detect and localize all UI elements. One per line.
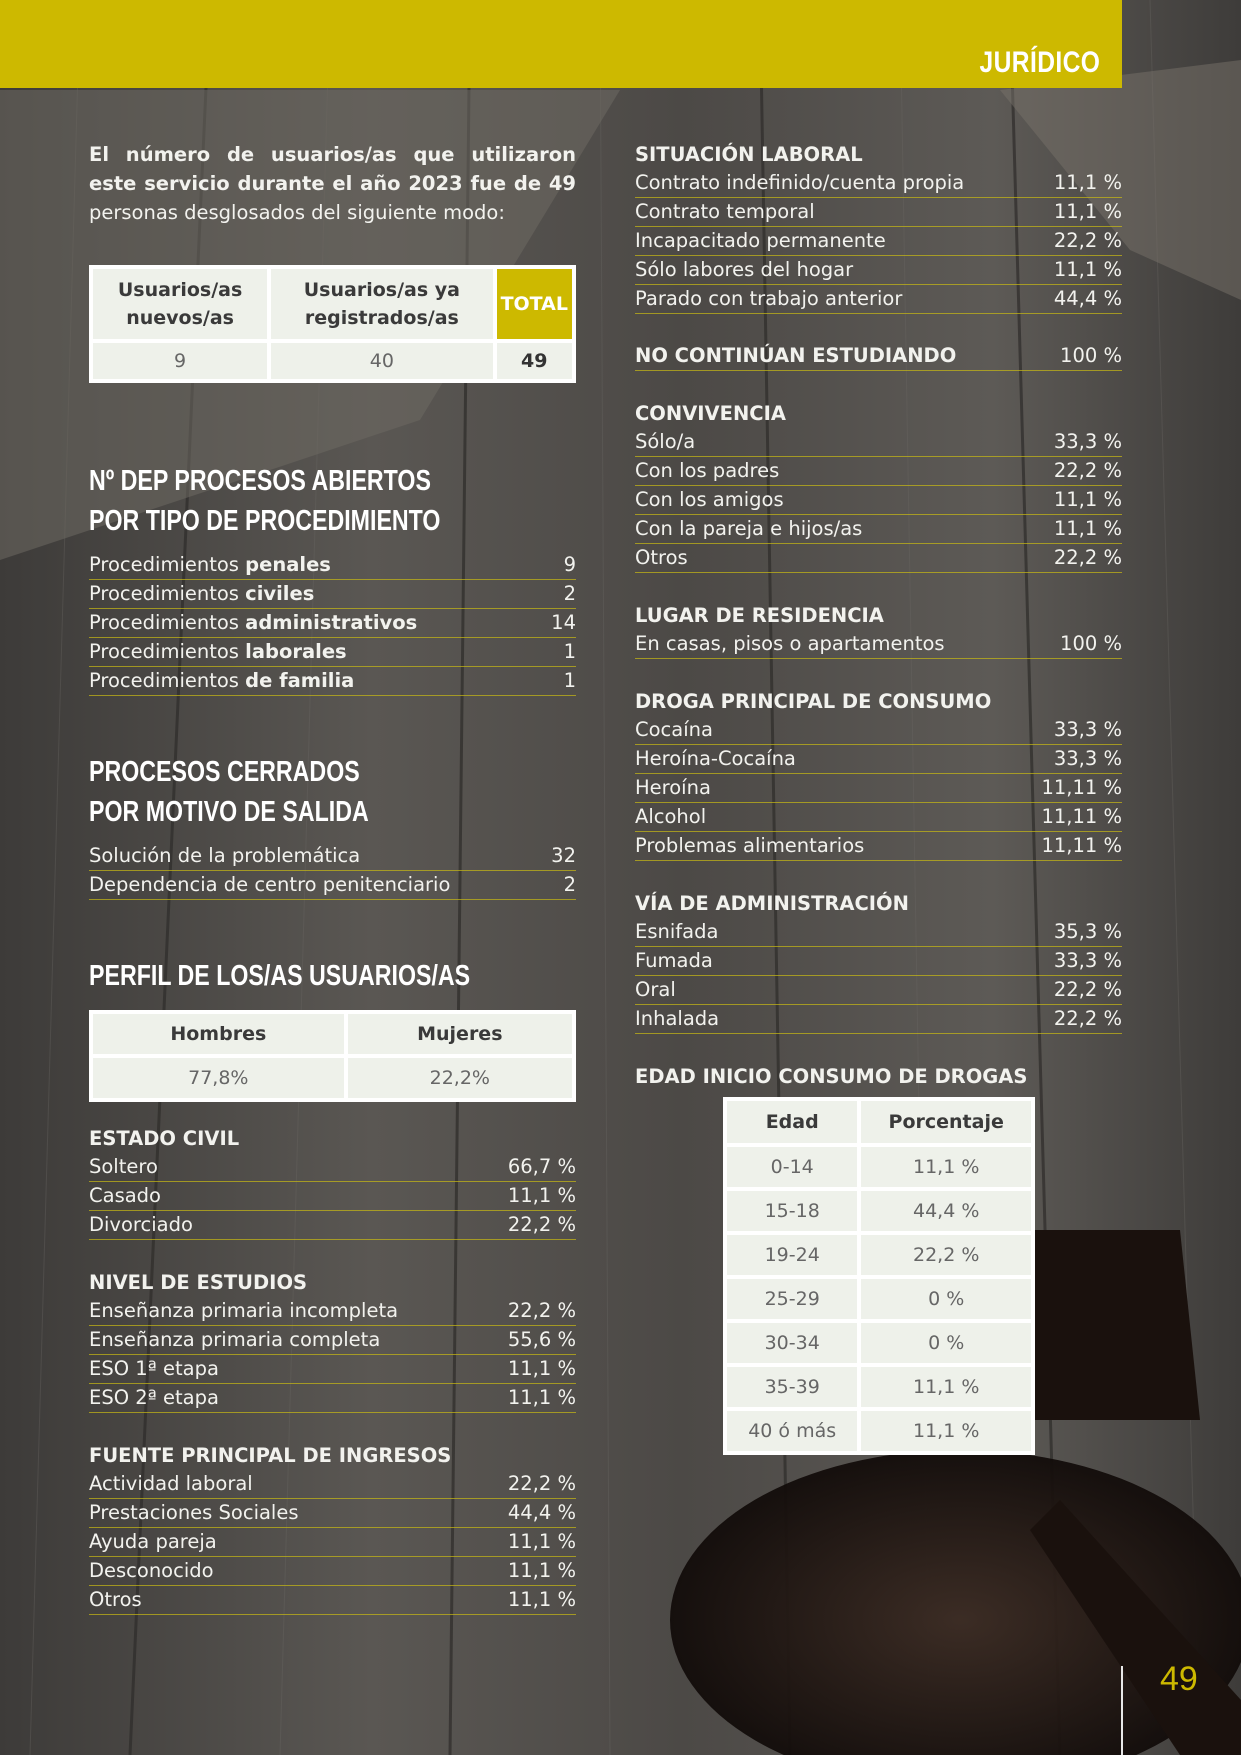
list-item: Procedimientos laborales 1 bbox=[89, 638, 576, 667]
table-row: 0-14 11,1 % bbox=[725, 1145, 1033, 1189]
users-table bbox=[89, 265, 576, 383]
perfil-table bbox=[89, 1010, 576, 1102]
users-value-registered: 40 bbox=[269, 341, 494, 381]
list-item: Sólo/a 33,3 % bbox=[635, 428, 1122, 457]
estado-civil-title: ESTADO CIVIL bbox=[89, 1127, 240, 1150]
header-title: JURÍDICO bbox=[979, 46, 1100, 79]
list-item: Otros 22,2 % bbox=[635, 544, 1122, 573]
list-item: Actividad laboral 22,2 % bbox=[89, 1470, 576, 1499]
procesos-cerrados-title-1: PROCESOS CERRADOS bbox=[89, 756, 360, 788]
list-item: Enseñanza primaria completa 55,6 % bbox=[89, 1326, 576, 1355]
list-item: Con los padres 22,2 % bbox=[635, 457, 1122, 486]
procesos-abiertos-title-2: POR TIPO DE PROCEDIMIENTO bbox=[89, 505, 441, 537]
procesos-abiertos-title-1: Nº DEP PROCESOS ABIERTOS bbox=[89, 465, 431, 497]
intro-rest: personas desglosados del siguiente modo: bbox=[89, 201, 505, 224]
list-item: Incapacitado permanente 22,2 % bbox=[635, 227, 1122, 256]
droga-principal-section bbox=[635, 687, 1122, 861]
table-row: 25-29 0 % bbox=[725, 1277, 1033, 1321]
list-item: Ayuda pareja 11,1 % bbox=[89, 1528, 576, 1557]
list-item: Solución de la problemática 32 bbox=[89, 842, 576, 871]
procesos-cerrados-section bbox=[89, 752, 576, 900]
list-item: Contrato indefinido/cuenta propia 11,1 % bbox=[635, 169, 1122, 198]
right-column bbox=[635, 140, 1122, 1455]
edad-inicio-section bbox=[635, 1062, 1122, 1455]
list-item: Esnifada 35,3 % bbox=[635, 918, 1122, 947]
porcentaje-header: Porcentaje bbox=[859, 1099, 1033, 1145]
table-row: 40 ó más 11,1 % bbox=[725, 1409, 1033, 1453]
estado-civil-section bbox=[89, 1124, 576, 1240]
list-item: Enseñanza primaria incompleta 22,2 % bbox=[89, 1297, 576, 1326]
list-item: Prestaciones Sociales 44,4 % bbox=[89, 1499, 576, 1528]
list-item: Fumada 33,3 % bbox=[635, 947, 1122, 976]
table-row: 15-18 44,4 % bbox=[725, 1189, 1033, 1233]
list-item: Parado con trabajo anterior 44,4 % bbox=[635, 285, 1122, 314]
table-row: 35-39 11,1 % bbox=[725, 1365, 1033, 1409]
situacion-laboral-title: SITUACIÓN LABORAL bbox=[635, 143, 863, 166]
convivencia-section bbox=[635, 399, 1122, 573]
list-item: Procedimientos de familia 1 bbox=[89, 667, 576, 696]
list-item: Desconocido 11,1 % bbox=[89, 1557, 576, 1586]
procesos-abiertos-section bbox=[89, 461, 576, 696]
via-administracion-section bbox=[635, 889, 1122, 1034]
perfil-value-mujeres: 22,2% bbox=[346, 1056, 574, 1100]
left-column bbox=[89, 140, 576, 1615]
users-header-registered: Usuarios/as ya registrados/as bbox=[269, 267, 494, 341]
perfil-title: PERFIL DE LOS/AS USUARIOS/AS bbox=[89, 960, 471, 992]
list-item: Contrato temporal 11,1 % bbox=[635, 198, 1122, 227]
perfil-section bbox=[89, 956, 576, 1102]
list-item: Heroína 11,11 % bbox=[635, 774, 1122, 803]
edad-header: Edad bbox=[725, 1099, 859, 1145]
lugar-residencia-title: LUGAR DE RESIDENCIA bbox=[635, 604, 884, 627]
list-item: Heroína-Cocaína 33,3 % bbox=[635, 745, 1122, 774]
list-item: En casas, pisos o apartamentos 100 % bbox=[635, 630, 1122, 659]
list-item: Procedimientos administrativos 14 bbox=[89, 609, 576, 638]
fuente-ingresos-title: FUENTE PRINCIPAL DE INGRESOS bbox=[89, 1444, 452, 1467]
list-item: Alcohol 11,11 % bbox=[635, 803, 1122, 832]
list-item: Dependencia de centro penitenciario 2 bbox=[89, 871, 576, 900]
footer-divider bbox=[1121, 1666, 1123, 1755]
fuente-ingresos-section bbox=[89, 1441, 576, 1615]
nivel-estudios-title: NIVEL DE ESTUDIOS bbox=[89, 1271, 308, 1294]
users-value-new: 9 bbox=[91, 341, 269, 381]
users-header-new: Usuarios/as nuevos/as bbox=[91, 267, 269, 341]
via-administracion-title: VÍA DE ADMINISTRACIÓN bbox=[635, 892, 909, 915]
perfil-value-hombres: 77,8% bbox=[91, 1056, 346, 1100]
list-item: Casado 11,1 % bbox=[89, 1182, 576, 1211]
list-item: Procedimientos civiles 2 bbox=[89, 580, 576, 609]
table-row: 30-34 0 % bbox=[725, 1321, 1033, 1365]
situacion-laboral-section bbox=[635, 140, 1122, 314]
list-item: Procedimientos penales 9 bbox=[89, 551, 576, 580]
page-number: 49 bbox=[1160, 1660, 1198, 1698]
table-row: 19-24 22,2 % bbox=[725, 1233, 1033, 1277]
droga-principal-title: DROGA PRINCIPAL DE CONSUMO bbox=[635, 690, 992, 713]
intro-paragraph bbox=[89, 140, 576, 227]
nivel-estudios-section bbox=[89, 1268, 576, 1413]
perfil-header-mujeres: Mujeres bbox=[346, 1012, 574, 1056]
list-item: Divorciado 22,2 % bbox=[89, 1211, 576, 1240]
list-item: Inhalada 22,2 % bbox=[635, 1005, 1122, 1034]
list-item: Sólo labores del hogar 11,1 % bbox=[635, 256, 1122, 285]
users-value-total: 49 bbox=[495, 341, 574, 381]
no-continuan-section bbox=[635, 342, 1122, 371]
edad-inicio-title: EDAD INICIO CONSUMO DE DROGAS bbox=[635, 1065, 1028, 1088]
intro-bold: El número de usuarios/as que utilizaron este servicio durante el año 2023 fue de 49 bbox=[89, 143, 576, 195]
list-item: Oral 22,2 % bbox=[635, 976, 1122, 1005]
header-bar bbox=[0, 0, 1122, 88]
convivencia-title: CONVIVENCIA bbox=[635, 402, 786, 425]
edad-inicio-table bbox=[723, 1097, 1035, 1455]
list-item: ESO 1ª etapa 11,1 % bbox=[89, 1355, 576, 1384]
users-header-total: TOTAL bbox=[495, 267, 574, 341]
perfil-header-hombres: Hombres bbox=[91, 1012, 346, 1056]
list-item: Cocaína 33,3 % bbox=[635, 716, 1122, 745]
list-item: Problemas alimentarios 11,11 % bbox=[635, 832, 1122, 861]
list-item: ESO 2ª etapa 11,1 % bbox=[89, 1384, 576, 1413]
list-item: Con la pareja e hijos/as 11,1 % bbox=[635, 515, 1122, 544]
lugar-residencia-section bbox=[635, 601, 1122, 659]
list-item: Con los amigos 11,1 % bbox=[635, 486, 1122, 515]
list-item: NO CONTINÚAN ESTUDIANDO 100 % bbox=[635, 342, 1122, 371]
list-item: Otros 11,1 % bbox=[89, 1586, 576, 1615]
procesos-cerrados-title-2: POR MOTIVO DE SALIDA bbox=[89, 796, 369, 828]
list-item: Soltero 66,7 % bbox=[89, 1153, 576, 1182]
